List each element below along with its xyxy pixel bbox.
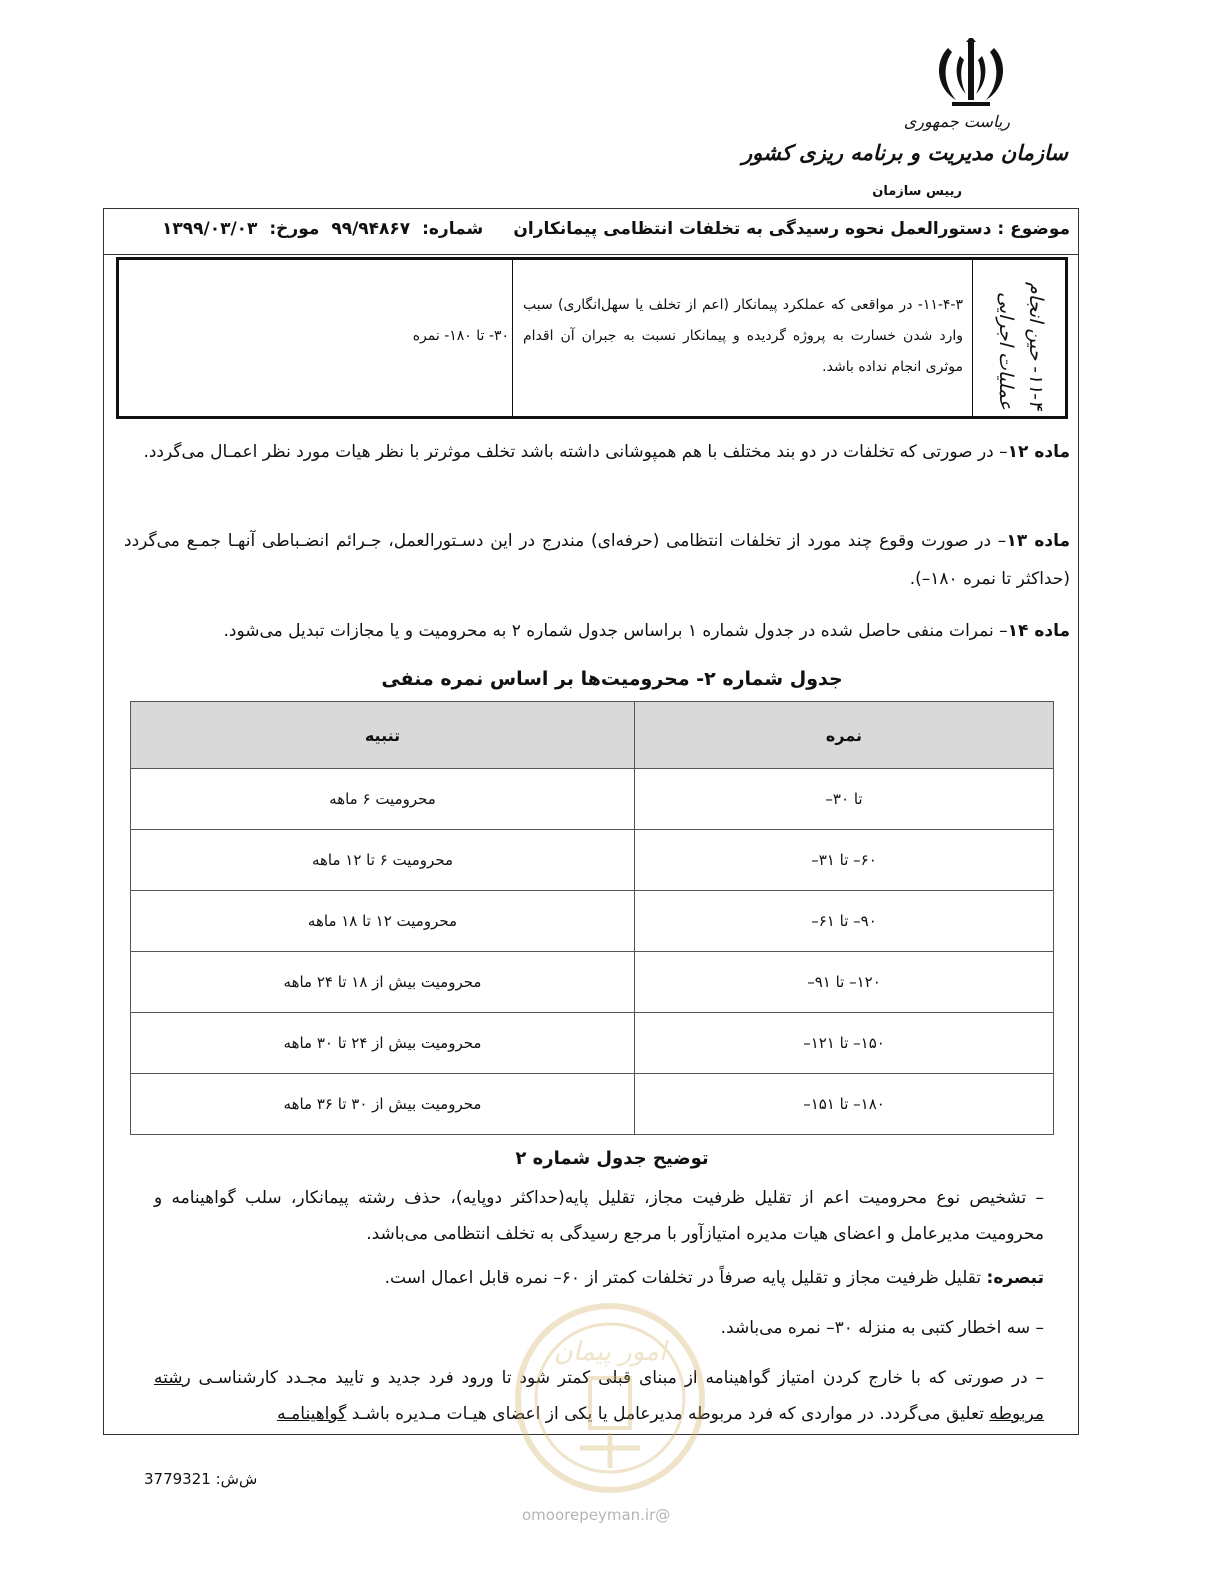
article-label: ماده ۱۲ [1007,442,1070,462]
penalty-cell: محرومیت ۱۲ تا ۱۸ ماهه [131,891,635,952]
article-label: ماده ۱۳ [1006,531,1071,551]
explanation-item-1: – تشخیص نوع محرومیت اعم از تقلیل ظرفیت مجاز، تقلیل پایه(حداکثر دوپایه)، حذف رشته پیمانکار، سلب گواهینامه و محرومیت مدیرعامل و اعضای هیات مدیره امتیازآور با مرجع رسیدگی به تخلف انتظامی می‌باشد. [154,1188,1044,1244]
watermark-url: @omoorepeyman.ir [522,1506,671,1524]
table-row [131,1074,1054,1135]
org-line-organization: سازمان مدیریت و برنامه ریزی کشور [742,140,1068,165]
watermark-text: امور پیمان [553,1337,667,1367]
number-value: ۹۹/۹۴۸۶۷ [331,219,411,239]
description-text: ۱۱-۴-۳- در مواقعی که عملکرد پیمانکار (اعم از تخلف یا سهل‌انگاری) سبب وارد شدن خسارت به پروژه گردیده و پیمانکار نسبت به جبران آن اقدام موثری انجام نداده باشد. [523,297,963,375]
table-row [131,830,1054,891]
watermark-seal-icon [510,1298,710,1498]
document-number-date [156,219,483,239]
org-line-presidency: ریاست جمهوری [903,112,1010,131]
explanation-title: توضیح جدول شماره ۲ [515,1148,709,1169]
table2-title: جدول شماره ۲- محرومیت‌ها بر اساس نمره منفی [381,668,843,690]
penalty-cell: محرومیت بیش از ۱۸ تا ۲۴ ماهه [131,952,635,1013]
score-cell: ۱۵۰– تا ۱۲۱– [635,1013,1054,1074]
document-subject: موضوع : دستورالعمل نحوه رسیدگی به تخلفات انتظامی پیمانکاران [513,219,1070,239]
table-row [131,769,1054,830]
item3-part-b: رشته مربوطه [154,1368,1044,1424]
note-text: تقلیل ظرفیت مجاز و تقلیل پایه صرفاً در تخلفات کمتر از ۶۰– نمره قابل اعمال است. [384,1268,987,1288]
table-row [131,952,1054,1013]
footer-code: ش‌ش: 3779321 [144,1470,258,1488]
score-cell [119,260,513,416]
article-text: – در صورتی که تخلفات در دو بند مختلف با هم همپوشانی داشته باشد تخلف موثرتر با نظر هیات مورد نظر اعمـال می‌گردد. [143,442,1008,462]
article-14 [124,612,1070,650]
score-cell: ۹۰– تا ۶۱– [635,891,1054,952]
article-label: ماده ۱۴ [1007,621,1070,641]
subject-bar [104,209,1078,255]
category-cell [972,260,1065,416]
description-cell [512,260,973,416]
penalty-cell: محرومیت ۶ ماهه [131,769,635,830]
header-penalty: تنبیه [131,702,635,769]
score-cell: ۶۰– تا ۳۱– [635,830,1054,891]
score-cell: ۱۲۰– تا ۹۱– [635,952,1054,1013]
article-12 [124,433,1070,471]
penalty-table [130,701,1054,1135]
article-text: – در صورت وقوع چند مورد از تخلفات انتظامی (حرفه‌ای) مندرج در این دسـتورالعمل، جـرائم انضـباطی آنهـا جمـع می‌گردد (حداکثر تا نمره ۱۸۰–). [124,531,1070,589]
item3-part-c: تعلیق می‌گردد. در مواردی که فرد مربوطه مدیرعامل یا یکی از اعضای هیـات مـدیره باشـد [346,1404,990,1424]
explanation-note [154,1260,1044,1296]
explanation-item-2: – سه اخطار کتبی به منزله ۳۰– نمره می‌باشد. [720,1318,1044,1338]
item3-part-a: – در صورتی که با خارج کردن امتیاز گواهینامه از مبنای قبلی کمتر شود تا ورود فرد جدید و تایید مجـدد کارشناسـی [190,1368,1044,1388]
table-header-row [131,702,1054,769]
header-score: نمره [635,702,1054,769]
emblem-icon [930,38,1012,110]
score-text: ۳۰- تا ۱۸۰- نمره [412,328,509,344]
table-row [131,891,1054,952]
article-text: – نمرات منفی حاصل شده در جدول شماره ۱ براساس جدول شماره ۲ به محرومیت و یا مجازات تبدیل می‌شود. [223,621,1008,641]
continued-violations-table [116,257,1068,419]
number-label: شماره: [422,219,484,239]
penalty-cell: محرومیت بیش از ۲۴ تا ۳۰ ماهه [131,1013,635,1074]
category-text: ۱۱-۴- حین انجام عملیات اجرایی [995,282,1047,410]
note-label: تبصره: [986,1268,1044,1288]
penalty-cell: محرومیت بیش از ۳۰ تا ۳۶ ماهه [131,1074,635,1135]
penalty-cell: محرومیت ۶ تا ۱۲ ماهه [131,830,635,891]
date-label: مورخ: [269,219,320,239]
date-value: ۱۳۹۹/۰۳/۰۳ [162,219,258,239]
article-13 [124,522,1070,598]
score-cell: تا ۳۰– [635,769,1054,830]
score-cell: ۱۸۰– تا ۱۵۱– [635,1074,1054,1135]
table-row [131,1013,1054,1074]
item3-part-d: گواهینامـه [277,1404,347,1424]
org-line-head: رییس سازمان [872,184,962,199]
